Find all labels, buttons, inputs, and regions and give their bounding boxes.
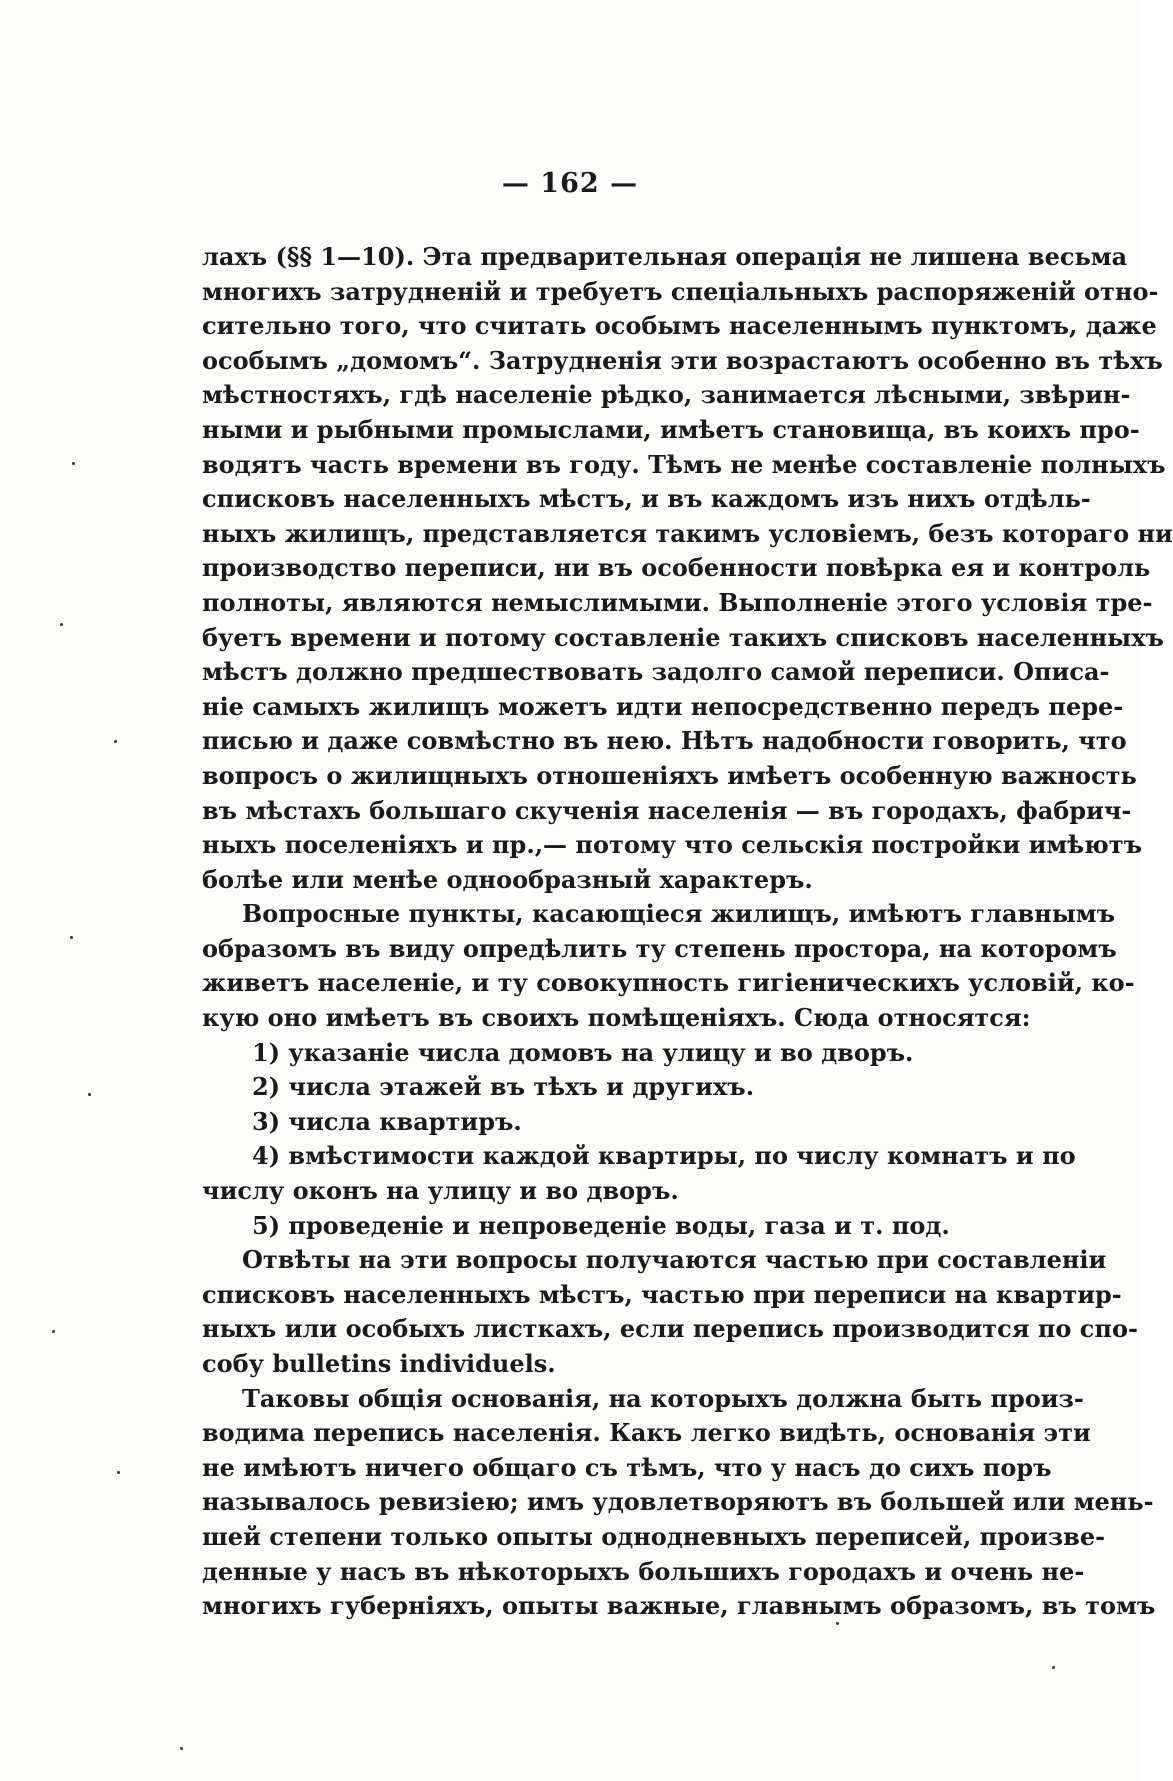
text-line: 5) проведеніе и непроведеніе воды, газа и т. под.	[252, 1210, 950, 1240]
print-speck	[72, 462, 75, 465]
text-line: шей степени только опыты однодневныхъ переписей, произве-	[202, 1521, 1106, 1551]
print-speck	[180, 1747, 183, 1750]
text-line: писью и даже совмѣстно въ нею. Нѣтъ надобности говорить, что	[202, 726, 1127, 756]
text-line: 3) числа квартиръ.	[252, 1106, 522, 1136]
text-line: буетъ времени и потому составленіе такихъ списковъ населенныхъ	[202, 622, 1164, 652]
text-line: вопросъ о жилищныхъ отношеніяхъ имѣетъ особенную важность	[202, 760, 1137, 790]
text-line: 1) указаніе числа домовъ на улицу и во дворъ.	[252, 1037, 914, 1067]
text-line: 4) вмѣстимости каждой квартиры, по числу комнатъ и по	[252, 1141, 1076, 1171]
body-text	[202, 240, 1173, 1624]
text-line: Вопросные пункты, касающіеся жилищъ, имѣютъ главнымъ	[242, 899, 1116, 929]
text-line: ныхъ жилищъ, представляется такимъ условіемъ, безъ котораго ни	[202, 518, 1173, 548]
text-line: водима перепись населенія. Какъ легко видѣть, основанія эти	[202, 1418, 1091, 1448]
print-speck	[52, 1330, 55, 1333]
text-line: мѣстностяхъ, гдѣ населеніе рѣдко, занимается лѣсными, звѣрин-	[202, 380, 1131, 410]
print-speck	[117, 1471, 120, 1474]
text-line: лахъ (§§ 1—10). Эта предварительная операція не лишена весьма	[202, 242, 1128, 271]
print-speck	[60, 623, 63, 626]
text-line: живетъ населеніе, и ту совокупность гигіеническихъ условій, ко-	[202, 968, 1135, 998]
text-line: въ мѣстахъ большаго скученія населенія — въ городахъ, фабрич-	[202, 795, 1132, 825]
text-line: Отвѣты на эти вопросы получаются частью при составленіи	[242, 1245, 1107, 1275]
text-line: сительно того, что считать особымъ населеннымъ пунктомъ, даже	[202, 311, 1157, 341]
text-line: списковъ населенныхъ мѣстъ, частью при переписи на квартир-	[202, 1279, 1122, 1309]
text-line: числу оконъ на улицу и во дворъ.	[202, 1176, 679, 1206]
text-line: 2) числа этажей въ тѣхъ и другихъ.	[252, 1072, 755, 1102]
text-line: водятъ часть времени въ году. Тѣмъ не менѣе составленіе полныхъ	[202, 449, 1166, 479]
print-speck	[114, 740, 117, 743]
print-speck	[88, 1093, 91, 1096]
print-speck	[1052, 1666, 1055, 1669]
text-line: производство переписи, ни въ особенности повѣрка ея и контроль	[202, 553, 1151, 583]
text-line: ными и рыбными промыслами, имѣетъ становища, въ коихъ про-	[202, 414, 1140, 444]
text-line: списковъ населенныхъ мѣстъ, и въ каждомъ изъ нихъ отдѣль-	[202, 484, 1091, 514]
text-line: Таковы общія основанія, на которыхъ должна быть произ-	[242, 1383, 1084, 1413]
text-line: многихъ затрудненій и требуетъ спеціальныхъ распоряженій отно-	[202, 276, 1159, 306]
text-line: образомъ въ виду опредѣлить ту степень простора, на которомъ	[202, 933, 1117, 963]
text-line: многихъ губерніяхъ, опыты важные, главнымъ образомъ, въ томъ	[202, 1591, 1156, 1621]
text-line: называлось ревизіею; имъ удовлетворяютъ въ большей или мень-	[202, 1487, 1154, 1517]
text-line: ныхъ поселеніяхъ и пр.,— потому что сельскія постройки имѣютъ	[202, 830, 1143, 860]
text-line: не имѣютъ ничего общаго съ тѣмъ, что у насъ до сихъ поръ	[202, 1452, 1052, 1482]
text-line: болѣе или менѣе однообразный характеръ.	[202, 864, 813, 894]
print-speck	[836, 1622, 839, 1625]
text-line: ныхъ или особыхъ листкахъ, если перепись производится по спо-	[202, 1314, 1138, 1344]
text-line: кую оно имѣетъ въ своихъ помѣщеніяхъ. Сюда относятся:	[202, 1003, 1031, 1033]
text-line: мѣстъ должно предшествовать задолго самой переписи. Описа-	[202, 657, 1110, 687]
text-line: денные у насъ въ нѣкоторыхъ большихъ городахъ и очень не-	[202, 1556, 1085, 1586]
text-line: собу bulletins individuels.	[202, 1349, 556, 1378]
page-number: — 162 —	[501, 168, 639, 199]
text-line: полноты, являются немыслимыми. Выполненіе этого условія тре-	[202, 587, 1153, 617]
text-line: ніе самыхъ жилищъ можетъ идти непосредственно передъ пере-	[202, 691, 1124, 721]
text-line: особымъ „домомъ“. Затрудненія эти возрастаютъ особенно въ тѣхъ	[202, 345, 1163, 375]
print-speck	[70, 936, 73, 939]
